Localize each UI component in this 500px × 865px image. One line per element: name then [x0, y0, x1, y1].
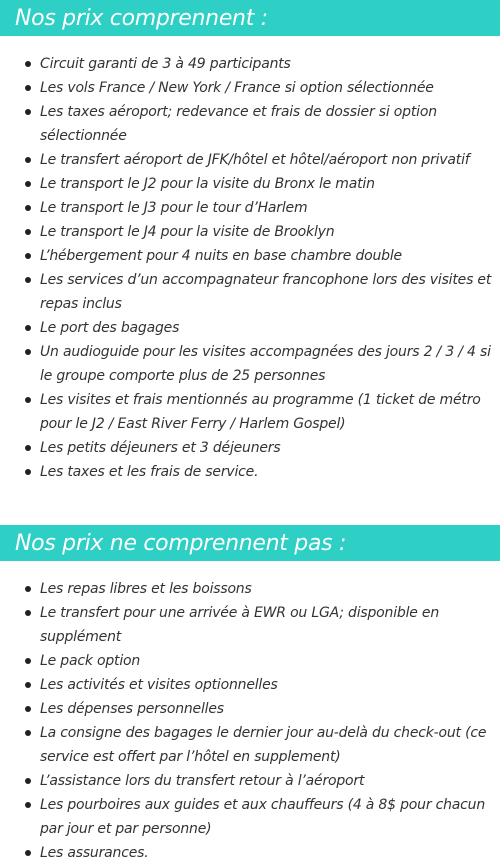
list-item: Les repas libres et les boissons: [40, 577, 500, 601]
list-item: Le transfert pour une arrivée à EWR ou LGA; disponible en supplément: [40, 601, 500, 649]
list-item: Le transport le J4 pour la visite de Brooklyn: [40, 220, 500, 244]
list-item: Les taxes aéroport; redevance et frais de dossier si option sélectionnée: [40, 100, 500, 148]
excluded-list: [0, 577, 500, 865]
list-item: Circuit garanti de 3 à 49 participants: [40, 52, 500, 76]
list-item: Le pack option: [40, 649, 500, 673]
list-item: Les visites et frais mentionnés au programme (1 ticket de métro pour le J2 / East River Ferry / Harlem Gospel): [40, 388, 500, 436]
list-item: Les taxes et les frais de service.: [40, 460, 500, 484]
list-item: Les pourboires aux guides et aux chauffeurs (4 à 8$ pour chacun par jour et par personne): [40, 793, 500, 841]
list-item: Le transport le J2 pour la visite du Bronx le matin: [40, 172, 500, 196]
excluded-section-title: Nos prix ne comprennent pas :: [15, 530, 347, 556]
list-item: L’hébergement pour 4 nuits en base chambre double: [40, 244, 500, 268]
list-item: Les vols France / New York / France si option sélectionnée: [40, 76, 500, 100]
list-item: Les services d’un accompagnateur francophone lors des visites et repas inclus: [40, 268, 500, 316]
list-item: Les assurances.: [40, 841, 500, 865]
included-section-title: Nos prix comprennent :: [15, 5, 268, 31]
excluded-section-header: [0, 525, 500, 561]
list-item: Les petits déjeuners et 3 déjeuners: [40, 436, 500, 460]
list-item: Les dépenses personnelles: [40, 697, 500, 721]
list-item: Le transfert aéroport de JFK/hôtel et hôtel/aéroport non privatif: [40, 148, 500, 172]
list-item: Le transport le J3 pour le tour d’Harlem: [40, 196, 500, 220]
list-item: La consigne des bagages le dernier jour au-delà du check-out (ce service est offert par l’hôtel en supplement): [40, 721, 500, 769]
list-item: Un audioguide pour les visites accompagnées des jours 2 / 3 / 4 si le groupe comporte plus de 25 personnes: [40, 340, 500, 388]
list-item: Le port des bagages: [40, 316, 500, 340]
included-section-header: [0, 0, 500, 36]
included-list: [0, 52, 500, 484]
list-item: L’assistance lors du transfert retour à l’aéroport: [40, 769, 500, 793]
list-item: Les activités et visites optionnelles: [40, 673, 500, 697]
